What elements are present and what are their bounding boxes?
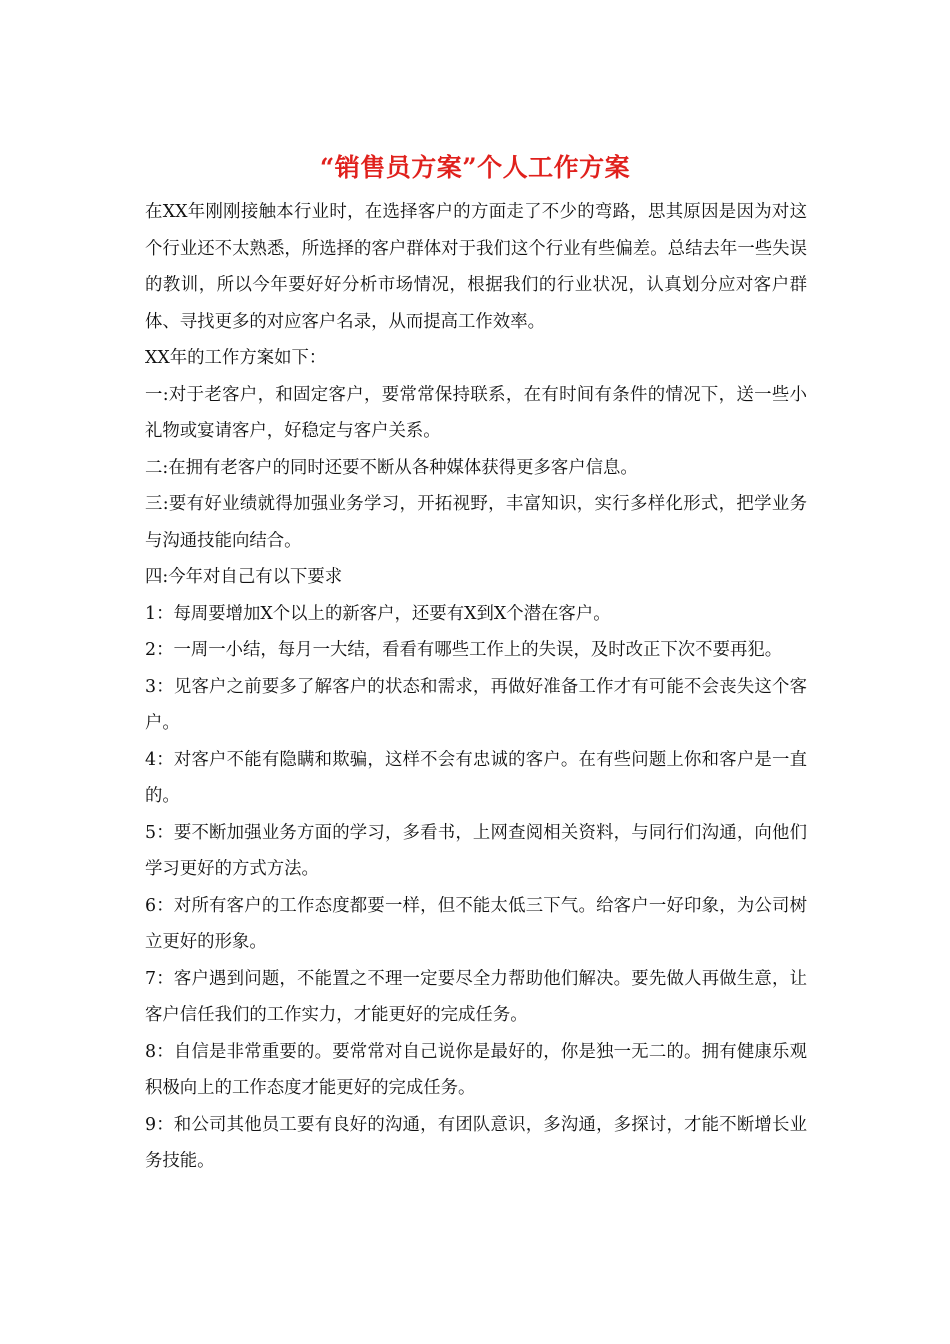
document-body	[145, 194, 807, 1180]
requirement-7: 7：客户遇到问题，不能置之不理一定要尽全力帮助他们解决。要先做人再做生意，让客户信任我们的工作实力，才能更好的完成任务。	[145, 968, 807, 1025]
paragraph-item-1: 一:对于老客户，和固定客户，要常常保持联系，在有时间有条件的情况下，送一些小礼物或宴请客户，好稳定与客户关系。	[145, 384, 807, 441]
paragraph-intro: 在XX年刚刚接触本行业时，在选择客户的方面走了不少的弯路，思其原因是因为对这个行业还不太熟悉，所选择的客户群体对于我们这个行业有些偏差。总结去年一些失误的教训，所以今年要好好分析市场情况，根据我们的行业状况，认真划分应对客户群体、寻找更多的对应客户名录，从而提高工作效率。	[145, 202, 807, 332]
requirement-2: 2：一周一小结，每月一大结，看看有哪些工作上的失误，及时改正下次不要再犯。	[145, 640, 783, 660]
requirement-4: 4：对客户不能有隐瞒和欺骗，这样不会有忠诚的客户。在有些问题上你和客户是一直的。	[145, 749, 807, 806]
requirement-8: 8：自信是非常重要的。要常常对自己说你是最好的，你是独一无二的。拥有健康乐观积极向上的工作态度才能更好的完成任务。	[145, 1041, 807, 1098]
paragraph-item-4: 四:今年对自己有以下要求	[145, 567, 343, 587]
paragraph-plan-heading: XX年的工作方案如下：	[145, 348, 327, 368]
paragraph-item-3: 三:要有好业绩就得加强业务学习，开拓视野，丰富知识，实行多样化形式，把学业务与沟通技能向结合。	[145, 494, 807, 551]
document-title: “销售员方案”个人工作方案	[319, 153, 631, 182]
requirement-9: 9：和公司其他员工要有良好的沟通，有团队意识，多沟通，多探讨，才能不断增长业务技能。	[145, 1114, 807, 1171]
requirement-3: 3：见客户之前要多了解客户的状态和需求，再做好准备工作才有可能不会丧失这个客户。	[145, 676, 807, 733]
requirement-5: 5：要不断加强业务方面的学习，多看书，上网查阅相关资料，与同行们沟通，向他们学习更好的方式方法。	[145, 822, 807, 879]
paragraph-item-2: 二:在拥有老客户的同时还要不断从各种媒体获得更多客户信息。	[145, 457, 638, 478]
requirement-6: 6：对所有客户的工作态度都要一样，但不能太低三下气。给客户一好印象，为公司树立更好的形象。	[145, 895, 807, 952]
requirement-1: 1：每周要增加X个以上的新客户，还要有X到X个潜在客户。	[145, 603, 611, 624]
